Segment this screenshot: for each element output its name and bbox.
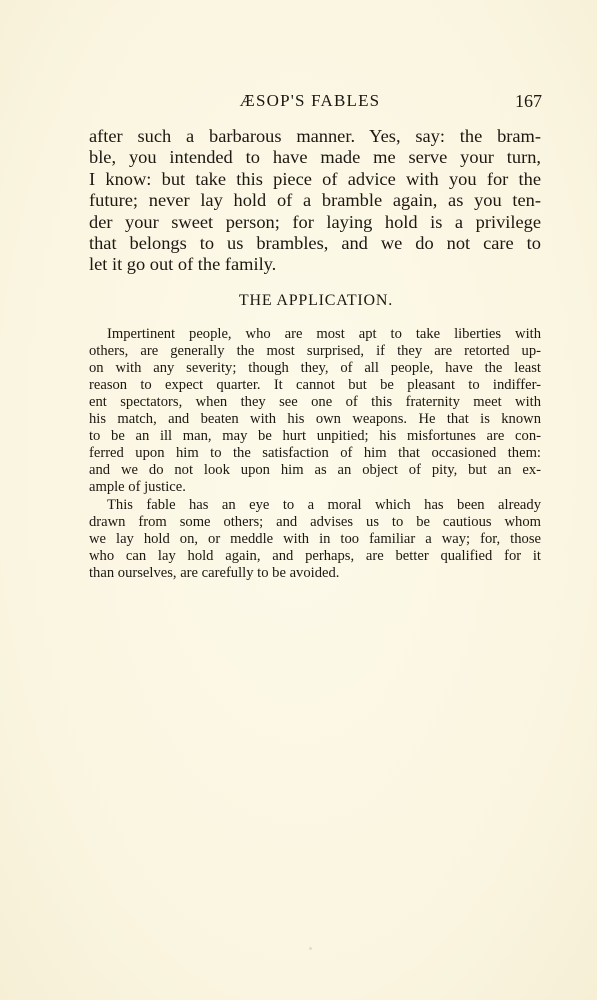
text-line: that belongs to us brambles, and we do not care to <box>89 233 541 254</box>
text-line: reason to expect quarter. It cannot but be pleasant to indiffer- <box>89 377 541 394</box>
application-heading: THE APPLICATION. <box>238 292 394 309</box>
fable-text <box>89 126 541 276</box>
running-head <box>0 91 597 111</box>
application-paragraph-2 <box>89 497 541 582</box>
page-number: 167 <box>515 91 542 111</box>
text-line: Impertinent people, who are most apt to take liberties with <box>107 326 541 342</box>
text-line: we lay hold on, or meddle with in too familiar a way; for, those <box>89 531 541 548</box>
text-line: drawn from some others; and advises us to be cautious whom <box>89 514 541 531</box>
text-line: ble, you intended to have made me serve your turn, <box>89 147 541 168</box>
running-title: ÆSOP'S FABLES <box>239 91 381 110</box>
text-line: after such a barbarous manner. Yes, say: the bram- <box>89 126 541 146</box>
text-line: der your sweet person; for laying hold is a privilege <box>89 211 541 232</box>
paper-speck <box>309 947 312 950</box>
text-line: to be an ill man, may be hurt unpitied; his misfortunes are con- <box>89 428 541 445</box>
text-line: his match, and beaten with his own weapons. He that is known <box>89 411 541 428</box>
text-line: future; never lay hold of a bramble again, as you ten- <box>89 190 541 211</box>
text-line: ample of justice. <box>89 479 186 496</box>
text-line: than ourselves, are carefully to be avoided. <box>89 565 340 582</box>
text-line: let it go out of the family. <box>89 254 277 275</box>
text-line: and we do not look upon him as an object of pity, but an ex- <box>89 462 541 479</box>
text-line: I know: but take this piece of advice with you for the <box>89 168 541 189</box>
text-line: ent spectators, when they see one of this fraternity meet with <box>89 394 541 411</box>
text-line: This fable has an eye to a moral which has been already <box>107 497 541 513</box>
text-line: others, are generally the most surprised, if they are retorted up- <box>89 343 541 360</box>
text-line: who can lay hold again, and perhaps, are better qualified for it <box>89 548 541 565</box>
text-line: on with any severity; though they, of all people, have the least <box>89 360 541 377</box>
application-paragraph-1 <box>89 326 541 496</box>
text-line: ferred upon him to the satisfaction of him that occasioned them: <box>89 445 541 462</box>
